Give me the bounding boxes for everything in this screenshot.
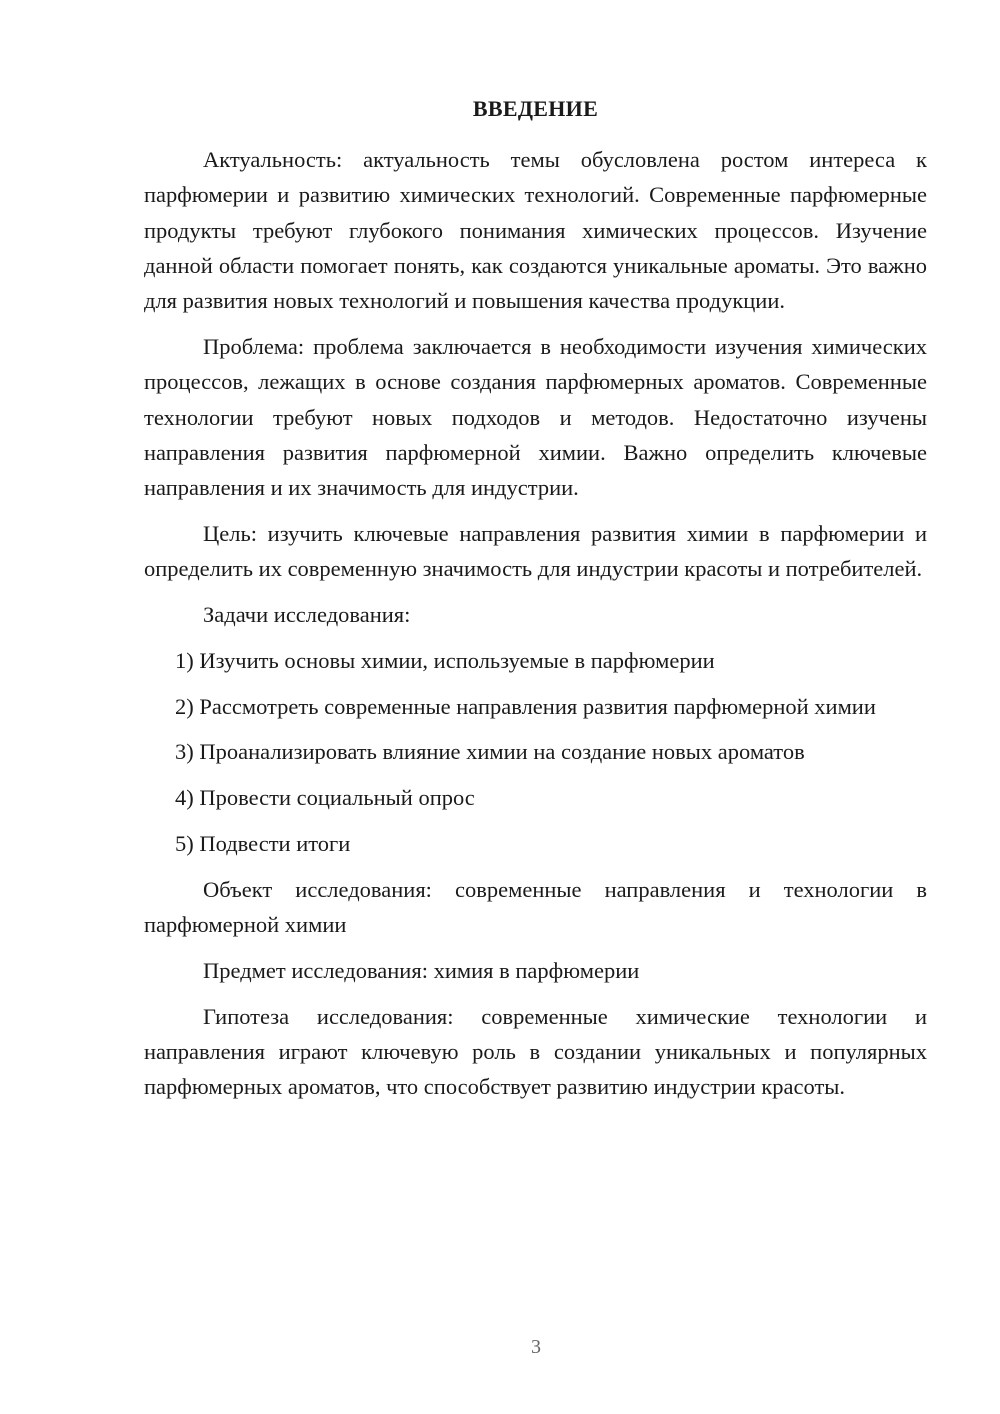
goal-paragraph: Цель: изучить ключевые направления развития химии в парфюмерии и определить их современную значимость для индустрии красоты и потребителей. (144, 520, 927, 582)
task-item-4: 4) Провести социальный опрос (175, 785, 475, 811)
problem-paragraph: Проблема: проблема заключается в необходимости изучения химических процессов, лежащих в основе создания парфюмерных ароматов. Современные технологии требуют новых подходов и методов. Недостаточно изучены направления развития парфюмерной химии. Важно определить ключевые направления и их значимость для индустрии. (144, 333, 927, 501)
task-item-2: 2) Рассмотреть современные направления развития парфюмерной химии (175, 693, 876, 719)
relevance-paragraph: Актуальность: актуальность темы обусловлена ростом интереса к парфюмерии и развитию химических технологий. Современные парфюмерные продукты требуют глубокого понимания химических процессов. Изучение данной области помогает понять, как создаются уникальные ароматы. Это важно для развития новых технологий и повышения качества продукции. (144, 147, 927, 314)
object-paragraph: Объект исследования: современные направления и технологии в парфюмерной химии (144, 876, 927, 938)
task-item-5: 5) Подвести итоги (175, 831, 351, 857)
hypothesis-paragraph: Гипотеза исследования: современные химические технологии и направления играют ключевую роль в создании уникальных и популярных парфюмерных ароматов, что способствует развитию индустрии красоты. (144, 1003, 927, 1100)
subject-paragraph: Предмет исследования: химия в парфюмерии (203, 957, 640, 983)
tasks-heading: Задачи исследования: (203, 602, 411, 628)
task-item-1: 1) Изучить основы химии, используемые в парфюмерии (175, 647, 715, 673)
page-number: 3 (531, 1336, 541, 1358)
document-body (144, 142, 927, 1105)
task-item-3: 3) Проанализировать влияние химии на создание новых ароматов (175, 739, 805, 765)
section-title: ВВЕДЕНИЕ (472, 96, 599, 121)
